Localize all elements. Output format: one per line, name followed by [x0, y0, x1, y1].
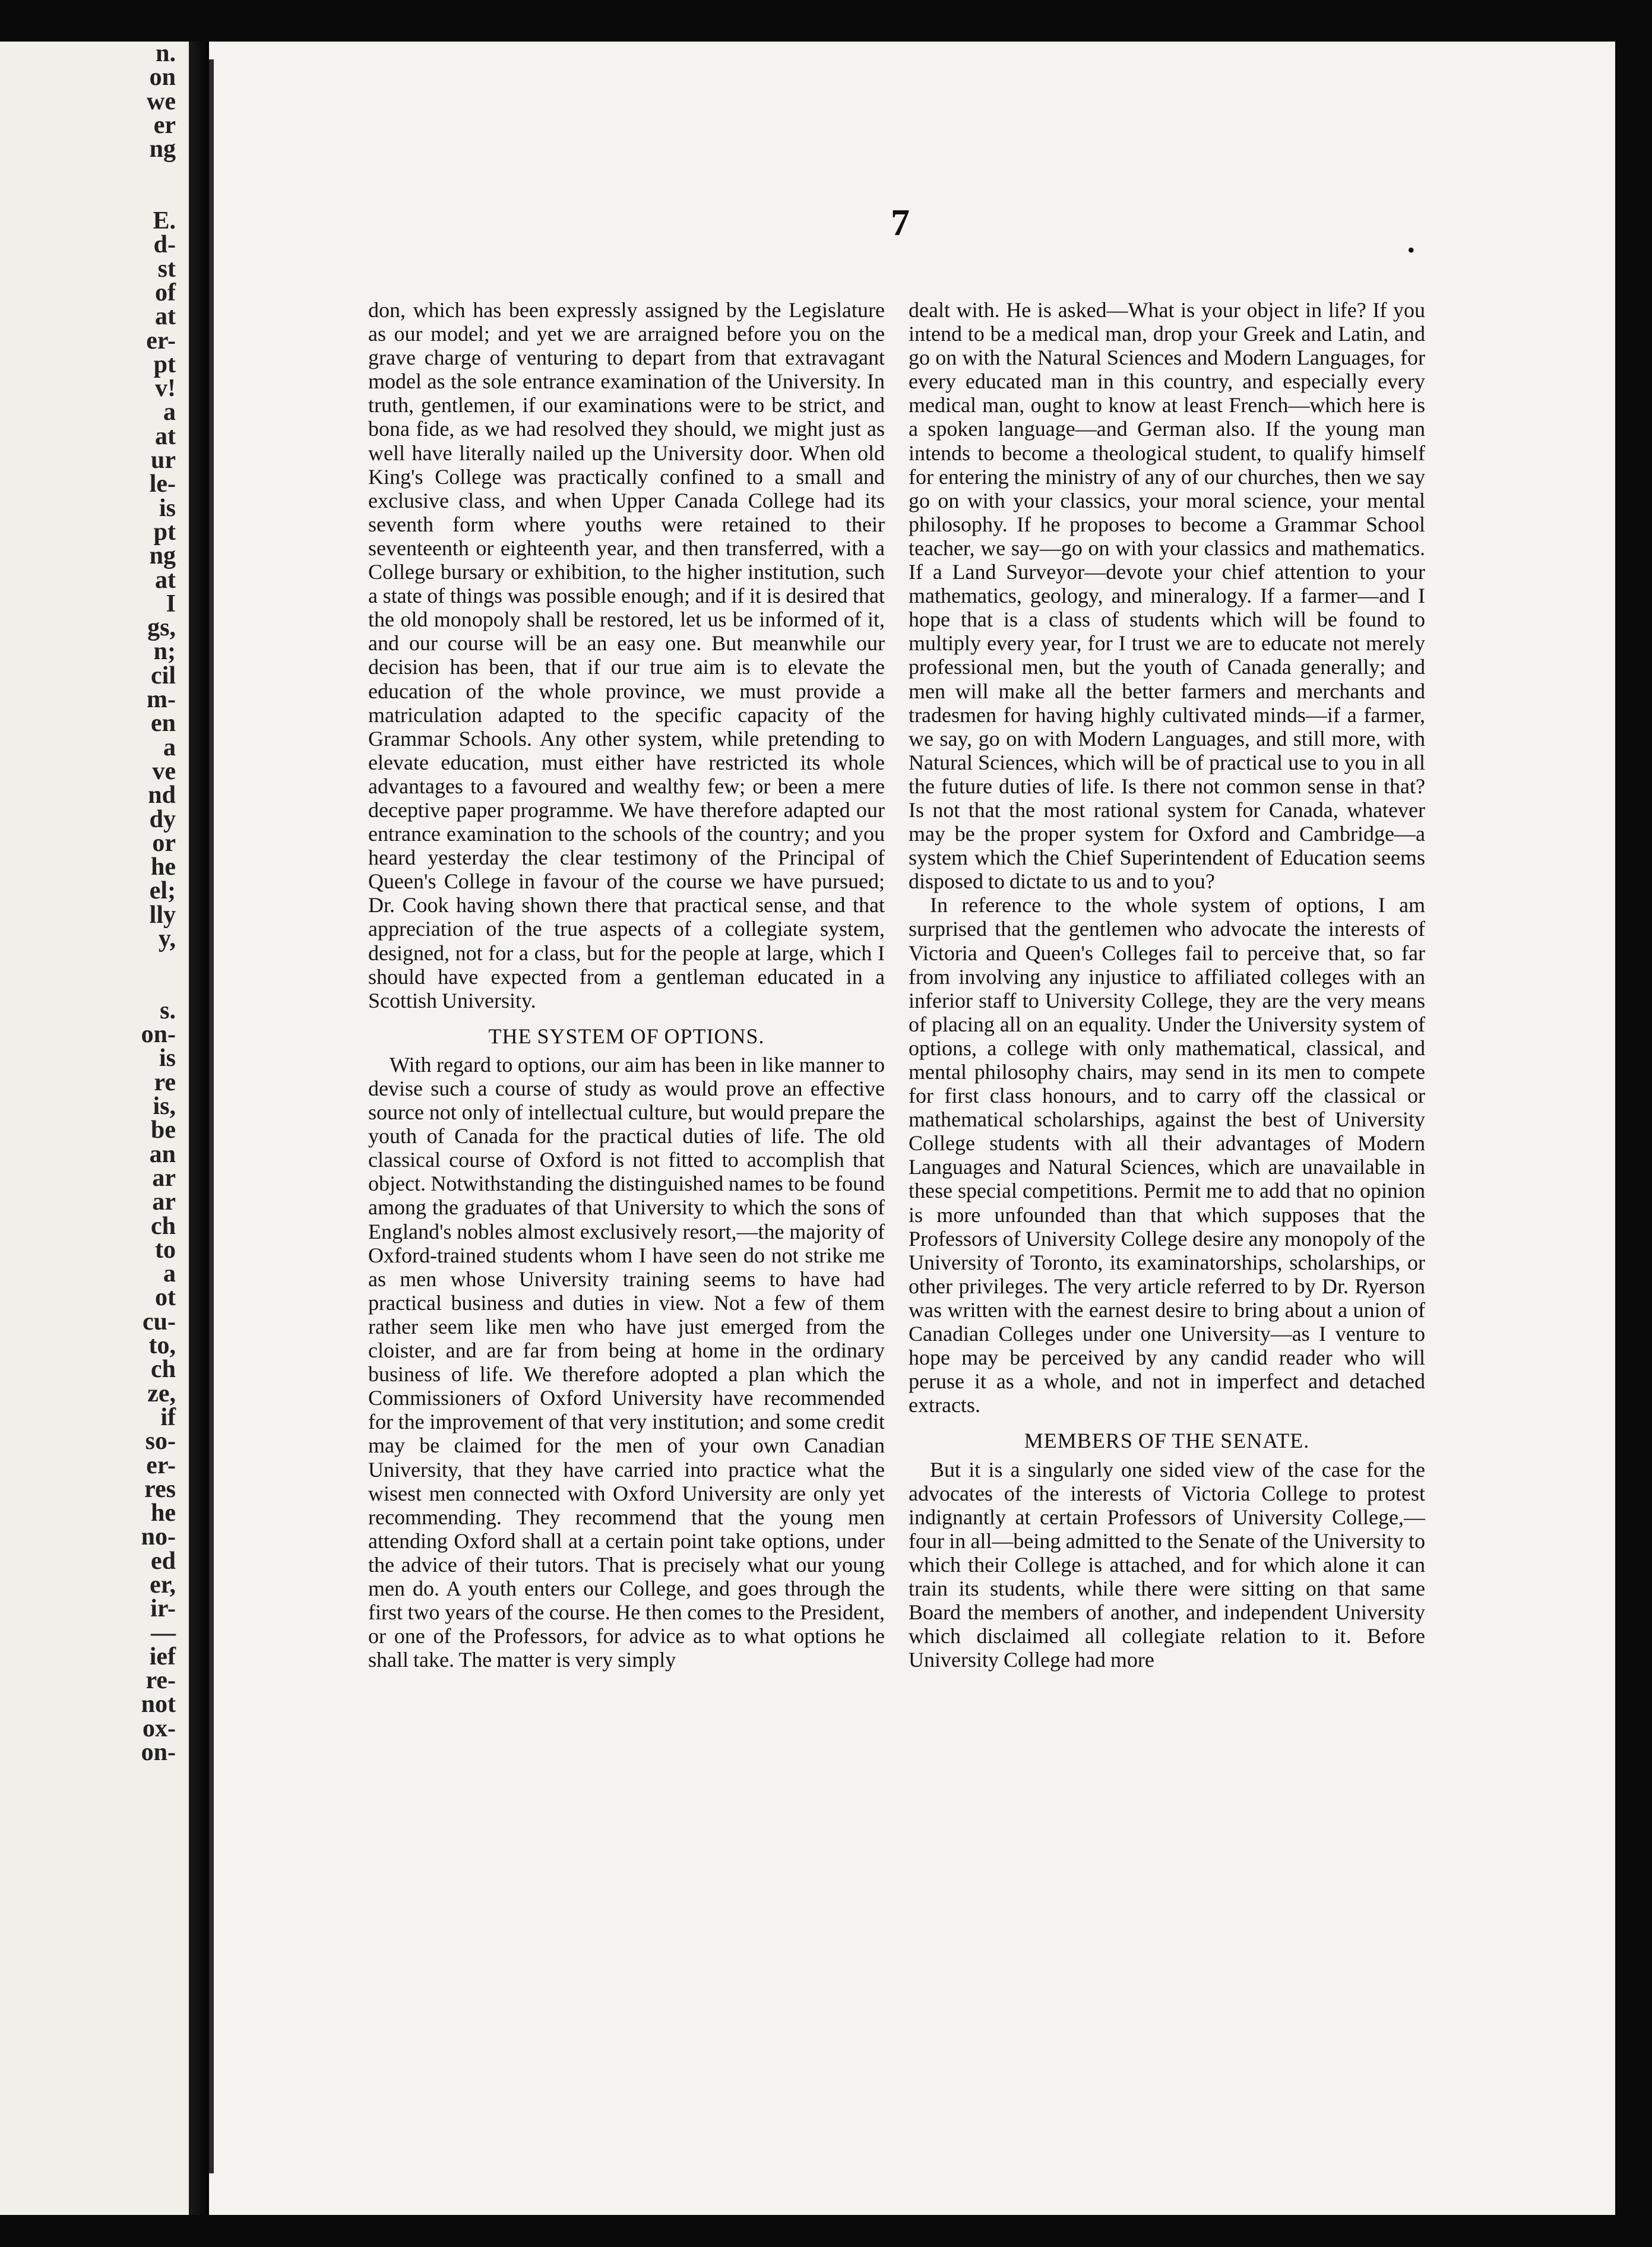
facing-page-text-fragments: n. on we er ng E. d- st of at er- pt v! a at ur le- is pt ng at I gs, n; cil m- en a ve nd dy or he el; lly y, s. on- is re is, be an ar ar ch to a ot cu- to, ch ze, if so- er- res he no- ed er, ir- — ief re- not ox- on- [141, 42, 176, 1767]
facing-page [0, 42, 189, 2215]
text-column-left [368, 298, 885, 2157]
page-edge-shadow [209, 59, 214, 2173]
section-heading-senate: MEMBERS OF THE SENATE. [1024, 1429, 1310, 1453]
text-column-right [909, 298, 1425, 2157]
document-page [209, 42, 1615, 2215]
page-number: 7 [891, 201, 910, 243]
paragraph: dealt with. He is asked—What is your object in life? If you intend to be a medical man, drop your Greek and Latin, and go on with the Natural Sciences and Modern Languages, for every educated man in this country, and especially every medical man, ought to know at least French—which here is a spoken language—and German also. If the young man intends to become a theological student, to qualify himself for entering the ministry of any of our churches, then we say go on with your classics, your moral science, your mental philosophy. If he proposes to become a Grammar School teacher, we say—go on with your classics and mathematics. If a Land Surveyor—devote your chief attention to your mathematics, geology, and mineralogy. If a farmer—and I hope that is a class of students which will be found to multiply every year, for I trust we are to educate not merely professional men, but the youth of Canada generally; and men will make all the better farmers and merchants and tradesmen for having highly cultivated minds—if a farmer, we say, go on with Modern Languages, and still more, with Natural Sciences, which will be of practical use to you in all the future duties of life. Is there not common sense in that? Is not that the most rational system for Canada, whatever may be the proper system for Oxford and Cambridge—a system which the Chief Superintendent of Education seems disposed to dictate to us and to you? [909, 298, 1425, 894]
paragraph: With regard to options, our aim has been in like manner to devise such a course of study as would prove an effective source not only of intellectual culture, but would prepare the youth of Canada for the practical duties of life. The old classical course of Oxford is not fitted to accomplish that object. Notwithstanding the distinguished names to be found among the graduates of that University to which the sons of England's nobles almost exclusively resort,—the majority of Oxford-trained students whom I have seen do not strike me as men whose University training seems to have had practical business and duties in view. Not a few of them rather seem like men who have just emerged from the cloister, and are far from being at home in the ordinary business of life. We therefore adopted a plan which the Commissioners of Oxford University have recommended for the improvement of that very institution; and some credit may be claimed for the men of your own Canadian University, that they have carried into practice what the wisest men connected with Oxford University are only yet recommending. They recommend that the young men attending Oxford shall at a certain point take options, under the advice of their tutors. That is precisely what our young men do. A youth enters our College, and goes through the first two years of the course. He then comes to the President, or one of the Professors, for advice as to what options he shall take. The matter is very simply [368, 1052, 885, 1672]
section-heading-options: THE SYSTEM OF OPTIONS. [488, 1024, 765, 1048]
paragraph: don, which has been expressly assigned by the Legislature as our model; and yet we are arraigned before you on the grave charge of venturing to depart from that extravagant model as the sole entrance examination of the University. In truth, gentlemen, if our examinations were to be strict, and bona fide, as we had resolved they should, we might just as well have literally nailed up the University door. When old King's College was practically confined to a small and exclusive class, and when Upper Canada College had its seventh form where youths were retained to their seventeenth or eighteenth year, and then transferred, with a College bursary or exhibition, to the higher institution, such a state of things was possible enough; and if it is desired that the old monopoly shall be restored, let us be informed of it, and our course will be an easy one. But meanwhile our decision has been, that if our true aim is to elevate the education of the whole province, we must provide a matriculation adapted to the specific capacity of the Grammar Schools. Any other system, while pretending to elevate education, must either have restricted its whole advantages to a favoured and wealthy few; or been a mere deceptive paper programme. We have therefore adapted our entrance examination to the schools of the country; and you heard yesterday the clear testimony of the Principal of Queen's College in favour of the course we have pursued; Dr. Cook having shown there that practical sense, and that appreciation of the true aspects of a collegiate system, designed, not for a class, but for the people at large, which I should have expected from a gentleman educated in a Scottish University. [368, 298, 885, 1012]
corner-mark: • [1407, 238, 1415, 262]
paragraph: But it is a singularly one sided view of the case for the advocates of the interests of Victoria College to protest indignantly at certain Professors of University College,—four in all—being admitted to the Senate of the University to which their College is attached, and for which alone it can train its students, while there were sitting on that same Board the members of another, and independent University which disclaimed all collegiate relation to it. Before University College had more [909, 1457, 1425, 1672]
book-gutter [189, 42, 209, 2215]
paragraph: In reference to the whole system of options, I am surprised that the gentlemen who advocate the interests of Victoria and Queen's Colleges fail to perceive that, so far from involving any injustice to affiliated colleges with an inferior staff to University College, they are the very means of placing all on an equality. Under the University system of options, a college with only mathematical, classical, and mental philosophy chairs, may send in its men to compete for first class honours, and to carry off the classical or mathematical scholarships, against the best of University College students with all their advantages of Modern Languages and Natural Sciences, which are unavailable in these special competitions. Permit me to add that no opinion is more unfounded than that which supposes that the Professors of University College desire any monopoly of the University of Toronto, its examinatorships, scholarships, or other privileges. The very article referred to by Dr. Ryerson was written with the earnest desire to bring about a union of Canadian Colleges under one University—as I venture to hope may be perceived by any candid reader who will peruse it as a whole, and not in imperfect and detached extracts. [909, 893, 1425, 1417]
